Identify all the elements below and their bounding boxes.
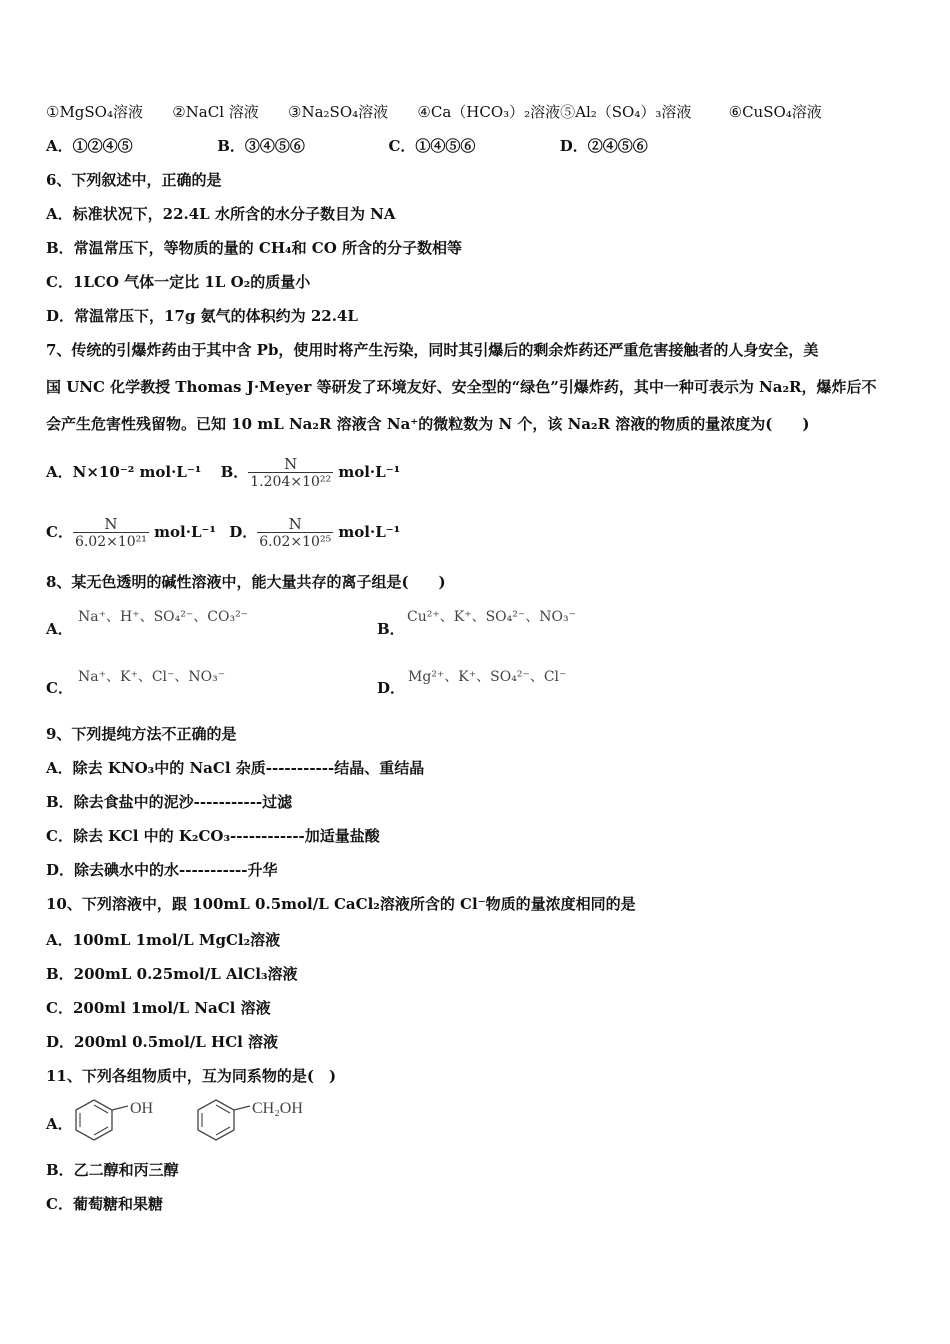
q7-option-d-fraction xyxy=(257,516,333,551)
q7-option-d-denominator: 6.02×10²⁵ xyxy=(259,533,332,550)
q10-option-a: A．100mL 1mol/L MgCl₂溶液 xyxy=(46,931,281,949)
q7-stem-line-1: 7、传统的引爆炸药由于其中含 Pb，使用时将产生污染，同时其引爆后的剩余炸药还严重危害接触者的人身安全，美 xyxy=(46,341,819,359)
q6-option-b: B．常温常压下，等物质的量的 CH₄和 CO 所含的分子数相等 xyxy=(46,239,463,257)
benzyl-alcohol-structure xyxy=(192,1096,332,1144)
q5-option-b: B．③④⑤⑥ xyxy=(217,137,305,155)
q7-option-b-numerator: N xyxy=(284,454,298,473)
q5-item-4-5: ④Ca（HCO₃）₂溶液⑤Al₂（SO₄）₃溶液 xyxy=(417,103,692,121)
q8-stem: 8、某无色透明的碱性溶液中，能大量共存的离子组是( ) xyxy=(46,573,446,591)
q7-stem-line-3: 会产生危害性残留物。已知 10 mL Na₂R 溶液含 Na⁺的微粒数为 N 个，该 Na₂R 溶液的物质的量浓度为( ) xyxy=(46,415,810,433)
q6-option-a: A．标准状况下，22.4L 水所含的水分子数目为 NA xyxy=(46,205,396,223)
q11-option-a-label: A． xyxy=(46,1115,73,1133)
benzene-ring-2 xyxy=(198,1100,234,1140)
q9-stem: 9、下列提纯方法不正确的是 xyxy=(46,725,237,743)
q9-option-b: B．除去食盐中的泥沙-----------过滤 xyxy=(46,793,293,811)
q8-option-d-label: D． xyxy=(377,679,406,697)
q7-option-d-unit: mol·L⁻¹ xyxy=(338,523,401,541)
q11-stem: 11、下列各组物质中，互为同系物的是( ) xyxy=(46,1067,337,1085)
q5-items xyxy=(46,102,822,122)
q8-option-c-ions: Na⁺、K⁺、Cl⁻、NO₃⁻ xyxy=(78,669,226,685)
q7-options-ab xyxy=(46,452,400,492)
phenol-substituent: OH xyxy=(130,1100,154,1117)
q7-options-cd xyxy=(46,512,400,552)
q11-option-c: C．葡萄糖和果糖 xyxy=(46,1195,163,1213)
q7-option-c-fraction xyxy=(73,516,149,551)
q7-stem-line-2: 国 UNC 化学教授 Thomas J·Meyer 等研发了环境友好、安全型的“绿色”引爆炸药，其中一种可表示为 Na₂R，爆炸后不 xyxy=(46,378,877,396)
q5-item-3: ③Na₂SO₄溶液 xyxy=(288,103,389,121)
q8-option-d-ions: Mg²⁺、K⁺、SO₄²⁻、Cl⁻ xyxy=(408,669,567,685)
q6-option-d: D．常温常压下，17g 氨气的体积约为 22.4L xyxy=(46,307,358,325)
phenol-structure xyxy=(70,1096,170,1144)
q8-option-c-label: C． xyxy=(46,679,73,697)
q9-option-a: A．除去 KNO₃中的 NaCl 杂质-----------结晶、重结晶 xyxy=(46,759,425,777)
q6-option-c: C．1LCO 气体一定比 1L O₂的质量小 xyxy=(46,273,311,291)
benzene-ring-1 xyxy=(76,1100,112,1140)
q10-option-c: C．200ml 1mol/L NaCl 溶液 xyxy=(46,999,271,1017)
q5-item-2: ②NaCl 溶液 xyxy=(172,103,259,121)
q11-option-b: B．乙二醇和丙三醇 xyxy=(46,1161,179,1179)
phenol-bond xyxy=(112,1106,128,1110)
q5-options xyxy=(46,136,648,156)
q7-option-d-numerator: N xyxy=(288,514,302,533)
q10-option-d: D．200ml 0.5mol/L HCl 溶液 xyxy=(46,1033,279,1051)
benzyl-substituent: CH₂OH xyxy=(252,1100,303,1117)
q7-option-b-label: B． xyxy=(220,463,249,481)
q8-option-a-label: A． xyxy=(46,620,73,638)
q7-option-c-denominator: 6.02×10²¹ xyxy=(74,533,147,550)
q9-option-c: C．除去 KCl 中的 K₂CO₃------------加适量盐酸 xyxy=(46,827,380,845)
q7-option-d-label: D． xyxy=(229,523,258,541)
q5-option-d: D．②④⑤⑥ xyxy=(559,137,648,155)
q7-option-b-denominator: 1.204×10²² xyxy=(250,473,332,490)
q8-option-b-label: B． xyxy=(377,620,405,638)
q5-option-c: C．①④⑤⑥ xyxy=(388,137,476,155)
benzyl-bond xyxy=(234,1106,250,1110)
q7-option-c-numerator: N xyxy=(104,514,118,533)
q6-stem: 6、下列叙述中，正确的是 xyxy=(46,171,222,189)
q7-option-b-fraction xyxy=(248,456,333,491)
q7-option-a: A．N×10⁻² mol·L⁻¹ xyxy=(46,463,202,481)
q10-option-b: B．200mL 0.25mol/L AlCl₃溶液 xyxy=(46,965,298,983)
q10-stem: 10、下列溶液中，跟 100mL 0.5mol/L CaCl₂溶液所含的 Cl⁻物质的量浓度相同的是 xyxy=(46,895,636,913)
q7-option-b-unit: mol·L⁻¹ xyxy=(338,463,401,481)
q8-option-b-ions: Cu²⁺、K⁺、SO₄²⁻、NO₃⁻ xyxy=(407,609,576,625)
q5-item-1: ①MgSO₄溶液 xyxy=(46,103,143,121)
q9-option-d: D．除去碘水中的水-----------升华 xyxy=(46,861,278,879)
q7-option-c-unit: mol·L⁻¹ xyxy=(154,523,216,541)
q8-option-a-ions: Na⁺、H⁺、SO₄²⁻、CO₃²⁻ xyxy=(78,609,249,625)
q7-option-c-label: C． xyxy=(46,523,73,541)
q5-item-6: ⑥CuSO₄溶液 xyxy=(728,103,822,121)
q5-option-a: A．①②④⑤ xyxy=(46,137,133,155)
